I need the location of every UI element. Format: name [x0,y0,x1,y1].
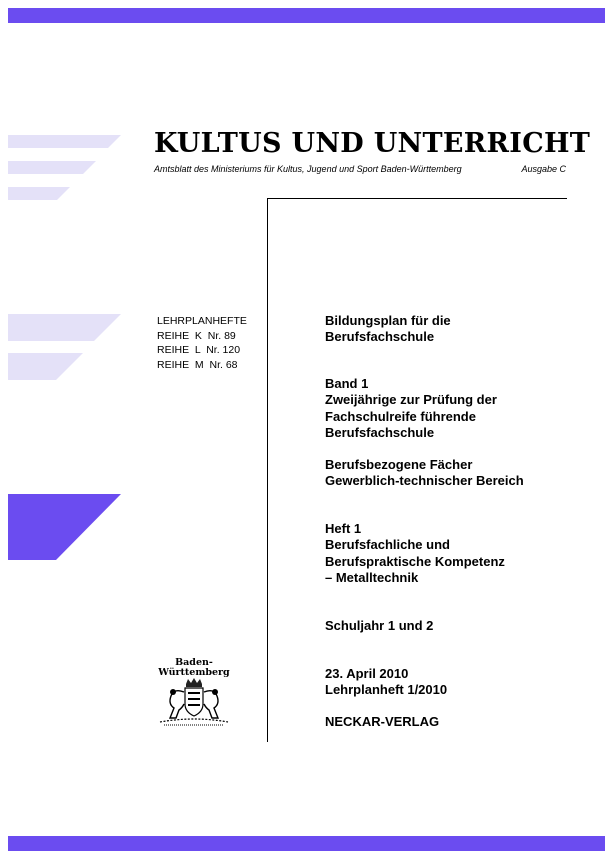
plan-title [325,313,595,346]
subjects-block [325,457,595,490]
divider-horizontal [267,198,567,199]
heft-block [325,521,595,586]
school-year-line: Schuljahr 1 und 2 [325,618,434,633]
stripe-group-middle-icon [8,314,123,382]
plan-title-line: Bildungsplan für die [325,313,451,328]
logo-text-line: Württemberg [158,667,230,678]
publisher-line: Amtsblatt des Ministeriums für Kultus, Jugend und Sport Baden-Württemberg [154,164,462,174]
band-line: Berufsfachschule [325,424,435,440]
series-line: REIHE K Nr. 89 [157,329,236,342]
accent-trapezoid-icon [8,494,123,560]
heft-line: – Metalltechnik [325,569,419,585]
series-info [157,314,247,372]
subjects-line: Berufsbezogene Fächer [325,457,473,472]
band-line: Band 1 [325,376,369,391]
date-block [325,666,595,699]
school-year [325,618,595,634]
bottom-accent-bar [8,836,605,851]
publisher-name: NECKAR-VERLAG [325,714,440,729]
edition-label: Ausgabe C [521,164,566,174]
top-accent-bar [8,8,605,23]
masthead-subtitle [154,164,566,174]
issue-date: 23. April 2010 [325,666,409,681]
state-logo [154,658,234,728]
masthead-title: KULTUS UND UNTERRICHT [154,128,591,159]
logo-text-line: Baden- [175,657,213,668]
coat-of-arms-icon [154,678,234,726]
heft-line: Berufspraktische Kompetenz [325,553,505,569]
heft-line: Heft 1 [325,521,362,536]
series-line: REIHE L Nr. 120 [157,344,241,356]
divider-vertical [267,198,268,742]
heft-line: Berufsfachliche und [325,537,450,553]
plan-title-line: Berufsfachschule [325,329,435,345]
publisher-block [325,714,595,730]
series-label: LEHRPLANHEFTE [157,315,247,327]
band-block [325,376,595,441]
series-line: REIHE M Nr. 68 [157,358,238,371]
logo-text [154,658,234,678]
subjects-line: Gewerblich-technischer Bereich [325,473,524,489]
band-line: Fachschulreife führende [325,408,476,424]
band-line: Zweijährige zur Prüfung der [325,392,497,408]
stripe-group-top-icon [8,135,123,201]
issue-number: Lehrplanheft 1/2010 [325,682,448,698]
